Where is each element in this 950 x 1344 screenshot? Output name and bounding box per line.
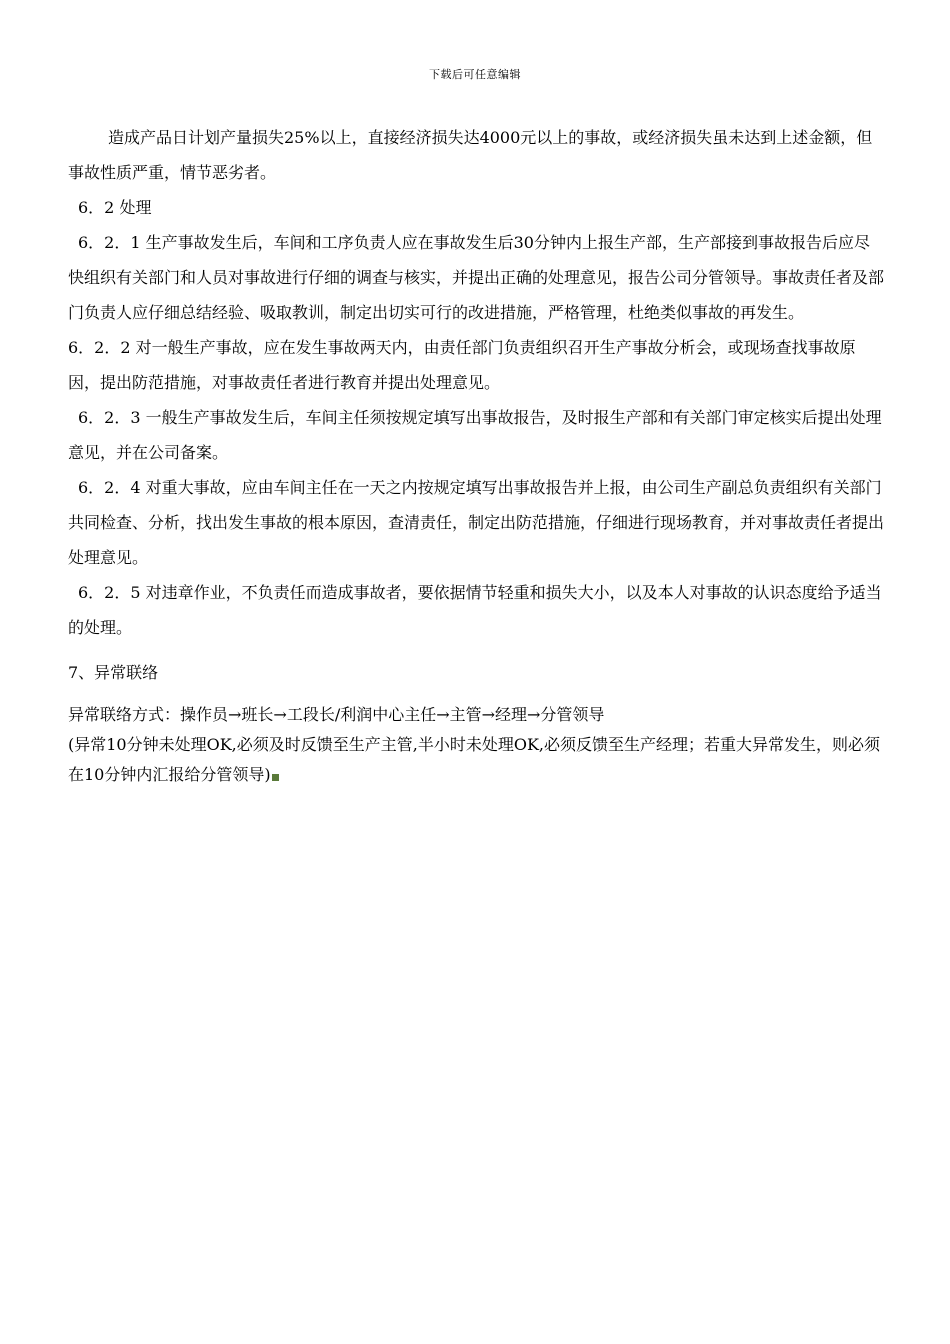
paragraph-6-2-5: 6．2．5 对违章作业，不负责任而造成事故者，要依据情节轻重和损失大小，以及本人对事故的认识态度给予适当的处理。 bbox=[68, 583, 882, 637]
escalation-note bbox=[68, 730, 884, 790]
section-7-title: 7、异常联络 bbox=[68, 663, 159, 682]
paragraph-6-2-1: 6．2．1 生产事故发生后，车间和工序负责人应在事故发生后30分钟内上报生产部，生产部接到事故报告后应尽快组织有关部门和人员对事故进行仔细的调查与核实，并提出正确的处理意见，报告公司分管领导。事故责任者及部门负责人应仔细总结经验、吸取教训，制定出切实可行的改进措施，严格管理，杜绝类似事故的再发生。 bbox=[68, 233, 885, 322]
paragraph-6-2-2: 6．2．2 对一般生产事故，应在发生事故两天内，由责任部门负责组织召开生产事故分析会，或现场查找事故原因，提出防范措施，对事故责任者进行教育并提出处理意见。 bbox=[68, 338, 856, 392]
heading-6-2: 6．2 处理 bbox=[78, 198, 152, 217]
paragraph-6-2-4: 6．2．4 对重大事故，应由车间主任在一天之内按规定填写出事故报告并上报，由公司生产副总负责组织有关部门共同检查、分析，找出发生事故的根本原因，查清责任，制定出防范措施，仔细进行现场教育，并对事故责任者提出处理意见。 bbox=[68, 478, 885, 567]
escalation-flow: 异常联络方式：操作员→班长→工段长/利润中心主任→主管→经理→分管领导 bbox=[68, 705, 605, 724]
document-body bbox=[68, 120, 884, 790]
page-header: 下载后可任意编辑 bbox=[429, 68, 521, 81]
escalation-note-text: (异常10分钟未处理OK,必须及时反馈至生产主管,半小时未处理OK,必须反馈至生产经理；若重大异常发生，则必须在10分钟内汇报给分管领导) bbox=[68, 735, 881, 784]
paragraph-6-2-3: 6．2．3 一般生产事故发生后，车间主任须按规定填写出事故报告，及时报生产部和有关部门审定核实后提出处理意见，并在公司备案。 bbox=[68, 408, 882, 462]
end-marker-icon bbox=[272, 774, 279, 781]
paragraph-loss-criteria: 造成产品日计划产量损失25%以上，直接经济损失达4000元以上的事故，或经济损失虽未达到上述金额，但事故性质严重，情节恶劣者。 bbox=[68, 128, 873, 182]
